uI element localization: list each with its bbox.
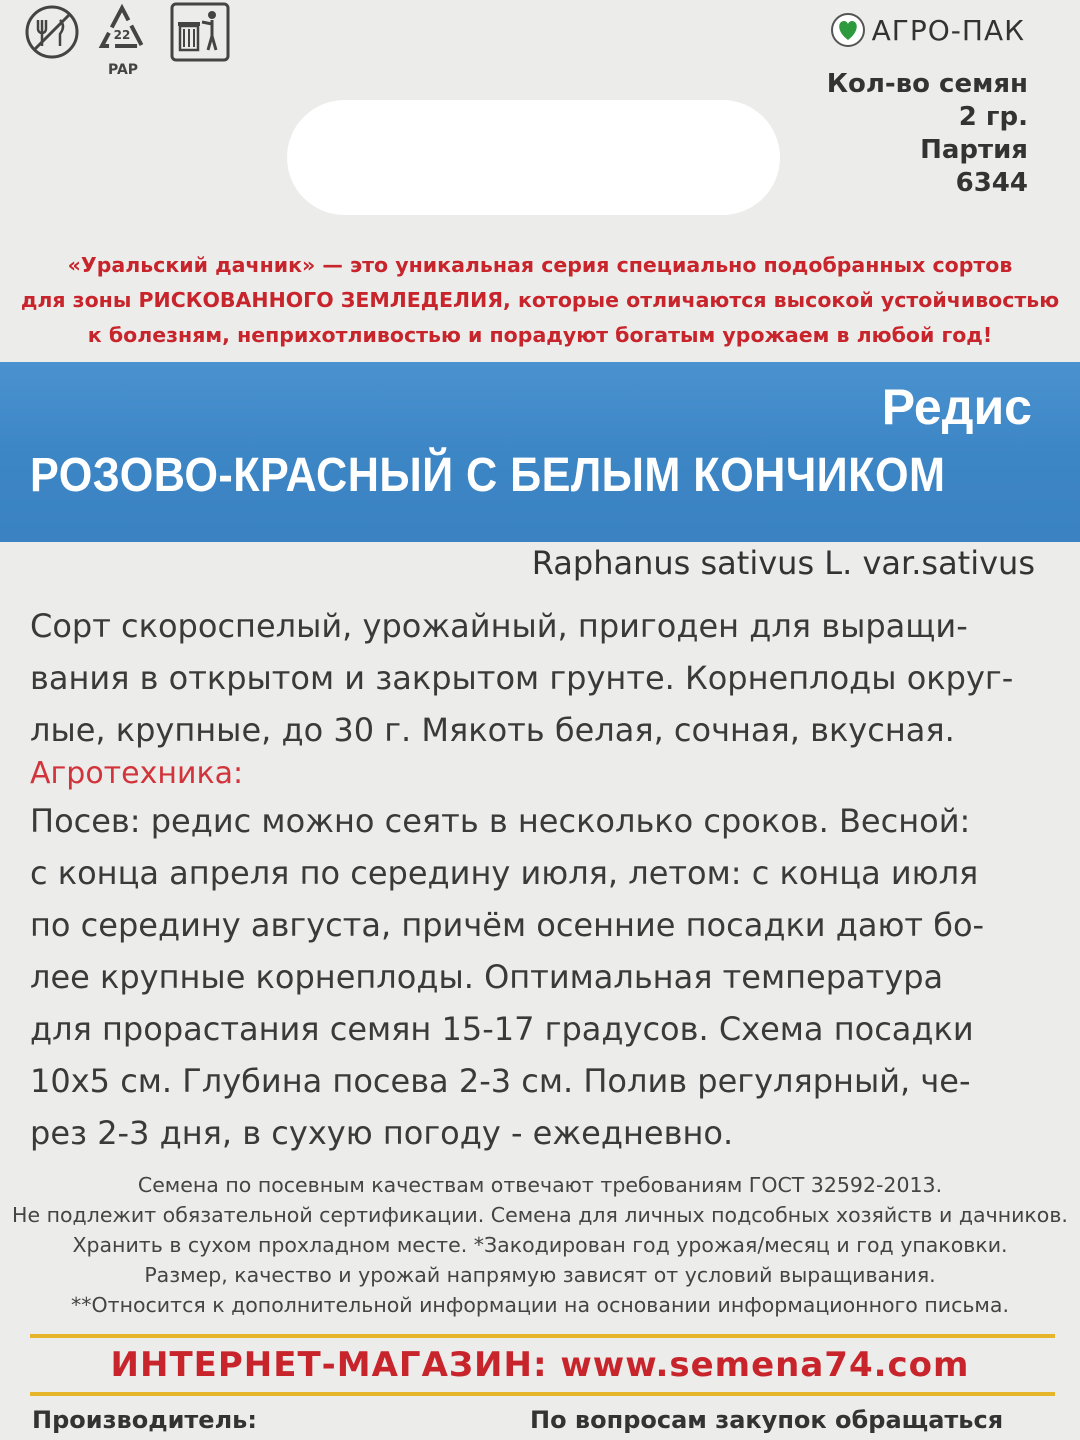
agro-line: по середину августа, причём осенние посадки дают бо- bbox=[30, 906, 985, 944]
series-line: для зоны РИСКОВАННОГО ЗЕМЛЕДЕЛИЯ, которые отличаются высокой устойчивостью bbox=[20, 288, 1060, 312]
batch-value: 6344 bbox=[955, 168, 1028, 198]
series-text bbox=[0, 248, 1080, 353]
fine-print bbox=[0, 1170, 1080, 1320]
crop-name: Редис bbox=[881, 379, 1032, 435]
latin-name: Raphanus sativus L. var.sativus bbox=[531, 544, 1035, 582]
description-line: вания в открытом и закрытом грунте. Корнеплоды округ- bbox=[30, 659, 1014, 697]
agro-line: для прорастания семян 15-17 градусов. Схема посадки bbox=[30, 1010, 974, 1048]
recycle-icon bbox=[92, 2, 152, 62]
description bbox=[30, 600, 1050, 756]
shop-url: ИНТЕРНЕТ-МАГАЗИН: www.semena74.com bbox=[110, 1345, 970, 1385]
batch-label: Партия bbox=[920, 135, 1028, 165]
seed-count-label: Кол-во семян bbox=[826, 69, 1028, 99]
fine-line: Семена по посевным качествам отвечают требованиям ГОСТ 32592-2013. bbox=[137, 1173, 943, 1197]
agro-text bbox=[30, 795, 1050, 1159]
recycle-number: 22 bbox=[113, 28, 131, 42]
fine-line: Размер, качество и урожай напрямую зависят от условий выращивания. bbox=[144, 1263, 936, 1287]
description-line: лые, крупные, до 30 г. Мякоть белая, сочная, вкусная. bbox=[30, 711, 955, 749]
brand bbox=[830, 12, 1025, 48]
divider-top bbox=[30, 1334, 1055, 1338]
series-line: «Уральский дачник» — это уникальная серия специально подобранных сортов bbox=[67, 253, 1013, 277]
fine-line: **Относится к дополнительной информации на основании информационного письма. bbox=[71, 1293, 1009, 1317]
variety-name: РОЗОВО-КРАСНЫЙ С БЕЛЫМ КОНЧИКОМ bbox=[30, 449, 946, 502]
seed-count-value: 2 гр. bbox=[958, 102, 1028, 132]
agro-line: Посев: редис можно сеять в несколько сроков. Весной: bbox=[30, 802, 971, 840]
heart-icon bbox=[830, 12, 866, 48]
purchase-label: По вопросам закупок обращаться bbox=[530, 1406, 1004, 1434]
agro-line: лее крупные корнеплоды. Оптимальная температура bbox=[30, 958, 944, 996]
no-food-contact-icon bbox=[22, 2, 82, 62]
brand-name: АГРО-ПАК bbox=[871, 13, 1025, 47]
tidyman-bin-icon bbox=[170, 2, 230, 62]
description-line: Сорт скороспелый, урожайный, пригоден для выращи- bbox=[30, 607, 968, 645]
agro-line: 10х5 см. Глубина посева 2-3 см. Полив регулярный, че- bbox=[30, 1062, 971, 1100]
series-line: к болезням, неприхотливостью и порадуют богатым урожаем в любой год! bbox=[87, 323, 993, 347]
agro-heading: Агротехника: bbox=[30, 756, 244, 791]
agro-line: с конца апреля по середину июля, летом: с конца июля bbox=[30, 854, 979, 892]
hang-hole bbox=[287, 100, 780, 215]
maker-label: Производитель: bbox=[32, 1406, 257, 1434]
agro-line: рез 2-3 дня, в сухую погоду - ежедневно. bbox=[30, 1114, 734, 1152]
divider-bottom bbox=[30, 1392, 1055, 1396]
fine-line: Хранить в сухом прохладном месте. *Закодирован год урожая/месяц и год упаковки. bbox=[72, 1233, 1008, 1257]
fine-line: Не подлежит обязательной сертификации. Семена для личных подсобных хозяйств и дачников. bbox=[12, 1203, 1068, 1227]
recycle-code: PAP bbox=[108, 62, 139, 78]
